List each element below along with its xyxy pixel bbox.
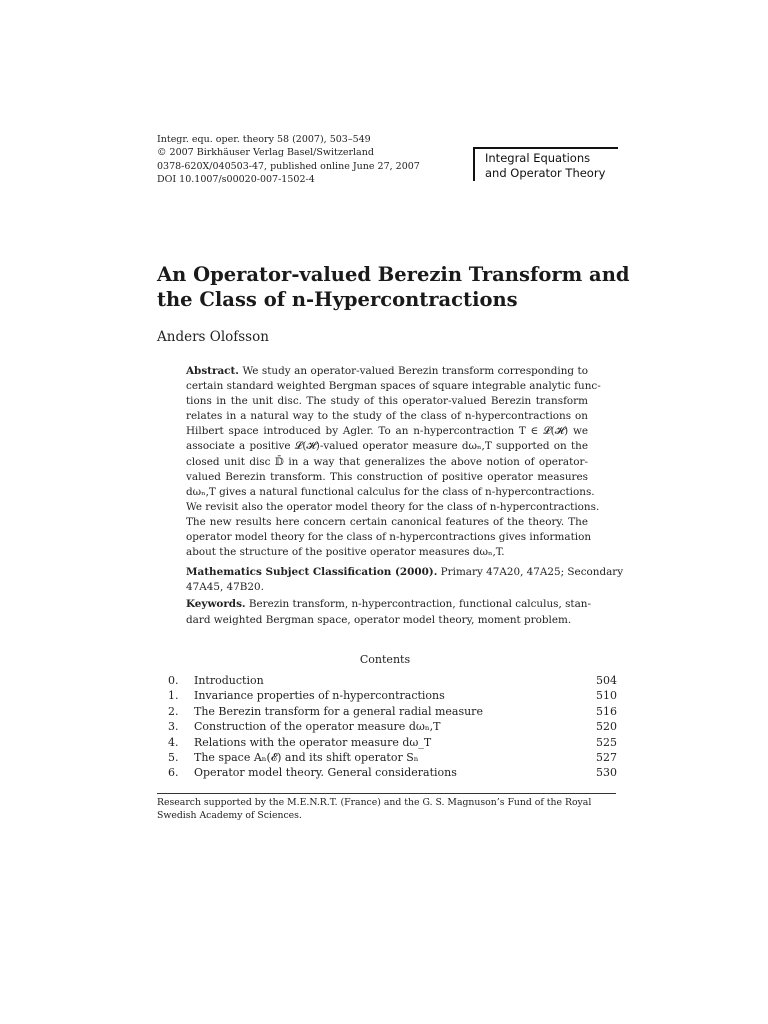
toc-entry [168, 735, 617, 750]
citation-line: © 2007 Birkhäuser Verlag Basel/Switzerland [157, 147, 374, 159]
toc-title: Construction of the operator measure dωₙ,T [194, 720, 441, 734]
keywords-line [186, 597, 591, 612]
msc-line: 47A45, 47B20. [186, 581, 264, 594]
contents-heading: Contents [359, 653, 411, 666]
citation-line: DOI 10.1007/s00020-007-1502-4 [157, 174, 315, 186]
citation-line: Integr. equ. oper. theory 58 (2007), 503–549 [157, 134, 371, 145]
toc-page: 516 [596, 704, 617, 718]
abstract-line: associate a positive 𝓛(𝓗)-valued operator measure dωₙ,T supported on the [186, 440, 588, 453]
toc-page: 527 [596, 750, 617, 764]
footnote-line: Swedish Academy of Sciences. [157, 810, 302, 821]
abstract-line: tions in the unit disc. The study of this operator-valued Berezin transform [186, 395, 588, 408]
toc-page: 525 [596, 735, 617, 749]
citation-block [157, 133, 420, 187]
footnote-line: Research supported by the M.E.N.R.T. (France) and the G. S. Magnuson’s Fund of the Royal [157, 797, 592, 808]
toc-entry [168, 765, 617, 780]
toc-entry [168, 704, 617, 719]
abstract-line: relates in a natural way to the study of the class of n-hypercontractions on [186, 410, 588, 423]
toc-number: 6. [168, 766, 179, 780]
journal-name-line: Integral Equations [485, 151, 591, 165]
abstract-line: certain standard weighted Bergman spaces of square integrable analytic func- [186, 380, 601, 393]
author-name: Anders Olofsson [157, 329, 269, 345]
abstract-line: closed unit disc 𝔻̄ in a way that generalizes the above notion of operator- [186, 455, 588, 468]
footnote-divider [157, 793, 616, 794]
toc-entry [168, 673, 617, 688]
keywords-label: Keywords. [186, 598, 246, 611]
toc-title: Introduction [194, 674, 264, 687]
toc-number: 4. [168, 735, 179, 749]
keywords [186, 597, 591, 627]
funding-footnote [157, 796, 627, 822]
title-line: An Operator-valued Berezin Transform and [157, 263, 630, 286]
msc-text: Primary 47A20, 47A25; Secondary [440, 566, 624, 579]
toc-number: 3. [168, 720, 179, 734]
toc-number: 0. [168, 674, 179, 687]
abstract-line: The new results here concern certain canonical features of the theory. The [186, 515, 588, 528]
journal-name-line: and Operator Theory [485, 166, 606, 180]
abstract-text: We study an operator-valued Berezin transform corresponding to [242, 365, 588, 377]
toc-entry [168, 688, 617, 703]
abstract-line: about the structure of the positive operator measures dωₙ,T. [186, 546, 505, 559]
abstract-line: We revisit also the operator model theory for the class of n-hypercontractions. [186, 500, 600, 513]
journal-name-box [473, 147, 618, 181]
toc-title: Operator model theory. General considerations [194, 766, 457, 780]
toc-title: The Berezin transform for a general radial measure [194, 704, 483, 718]
keywords-line: dard weighted Bergman space, operator model theory, moment problem. [186, 613, 572, 626]
table-of-contents [168, 673, 617, 781]
toc-entry [168, 750, 617, 765]
title-line: the Class of n-Hypercontractions [157, 288, 518, 311]
toc-title: The space Aₙ(𝓔) and its shift operator Sₙ [194, 750, 419, 764]
abstract-line: valued Berezin transform. This construction of positive operator measures [186, 470, 588, 483]
msc-classification [186, 565, 624, 595]
msc-line [186, 565, 624, 580]
abstract-label: Abstract. [186, 365, 239, 377]
toc-number: 1. [168, 689, 179, 703]
toc-page: 520 [596, 720, 617, 734]
abstract-block [186, 364, 624, 628]
toc-number: 5. [168, 750, 179, 764]
toc-entry [168, 719, 617, 734]
toc-title: Relations with the operator measure dω_T [194, 735, 432, 749]
toc-page: 504 [596, 674, 617, 687]
abstract-line: operator model theory for the class of n-hypercontractions gives information [186, 531, 592, 544]
abstract-line [186, 364, 588, 379]
msc-label: Mathematics Subject Classification (2000). [186, 566, 438, 579]
paper-title [157, 262, 630, 312]
toc-title: Invariance properties of n-hypercontractions [194, 689, 445, 703]
citation-line: 0378-620X/040503-47, published online June 27, 2007 [157, 160, 420, 172]
keywords-text: Berezin transform, n-hypercontraction, functional calculus, stan- [248, 598, 591, 611]
toc-number: 2. [168, 704, 179, 718]
toc-page: 510 [596, 689, 617, 703]
abstract-line: Hilbert space introduced by Agler. To an n-hypercontraction T ∈ 𝓛(𝓗) we [186, 425, 588, 438]
abstract-line: dωₙ,T gives a natural functional calculus for the class of n-hypercontractions. [186, 485, 595, 498]
toc-page: 530 [596, 766, 617, 780]
